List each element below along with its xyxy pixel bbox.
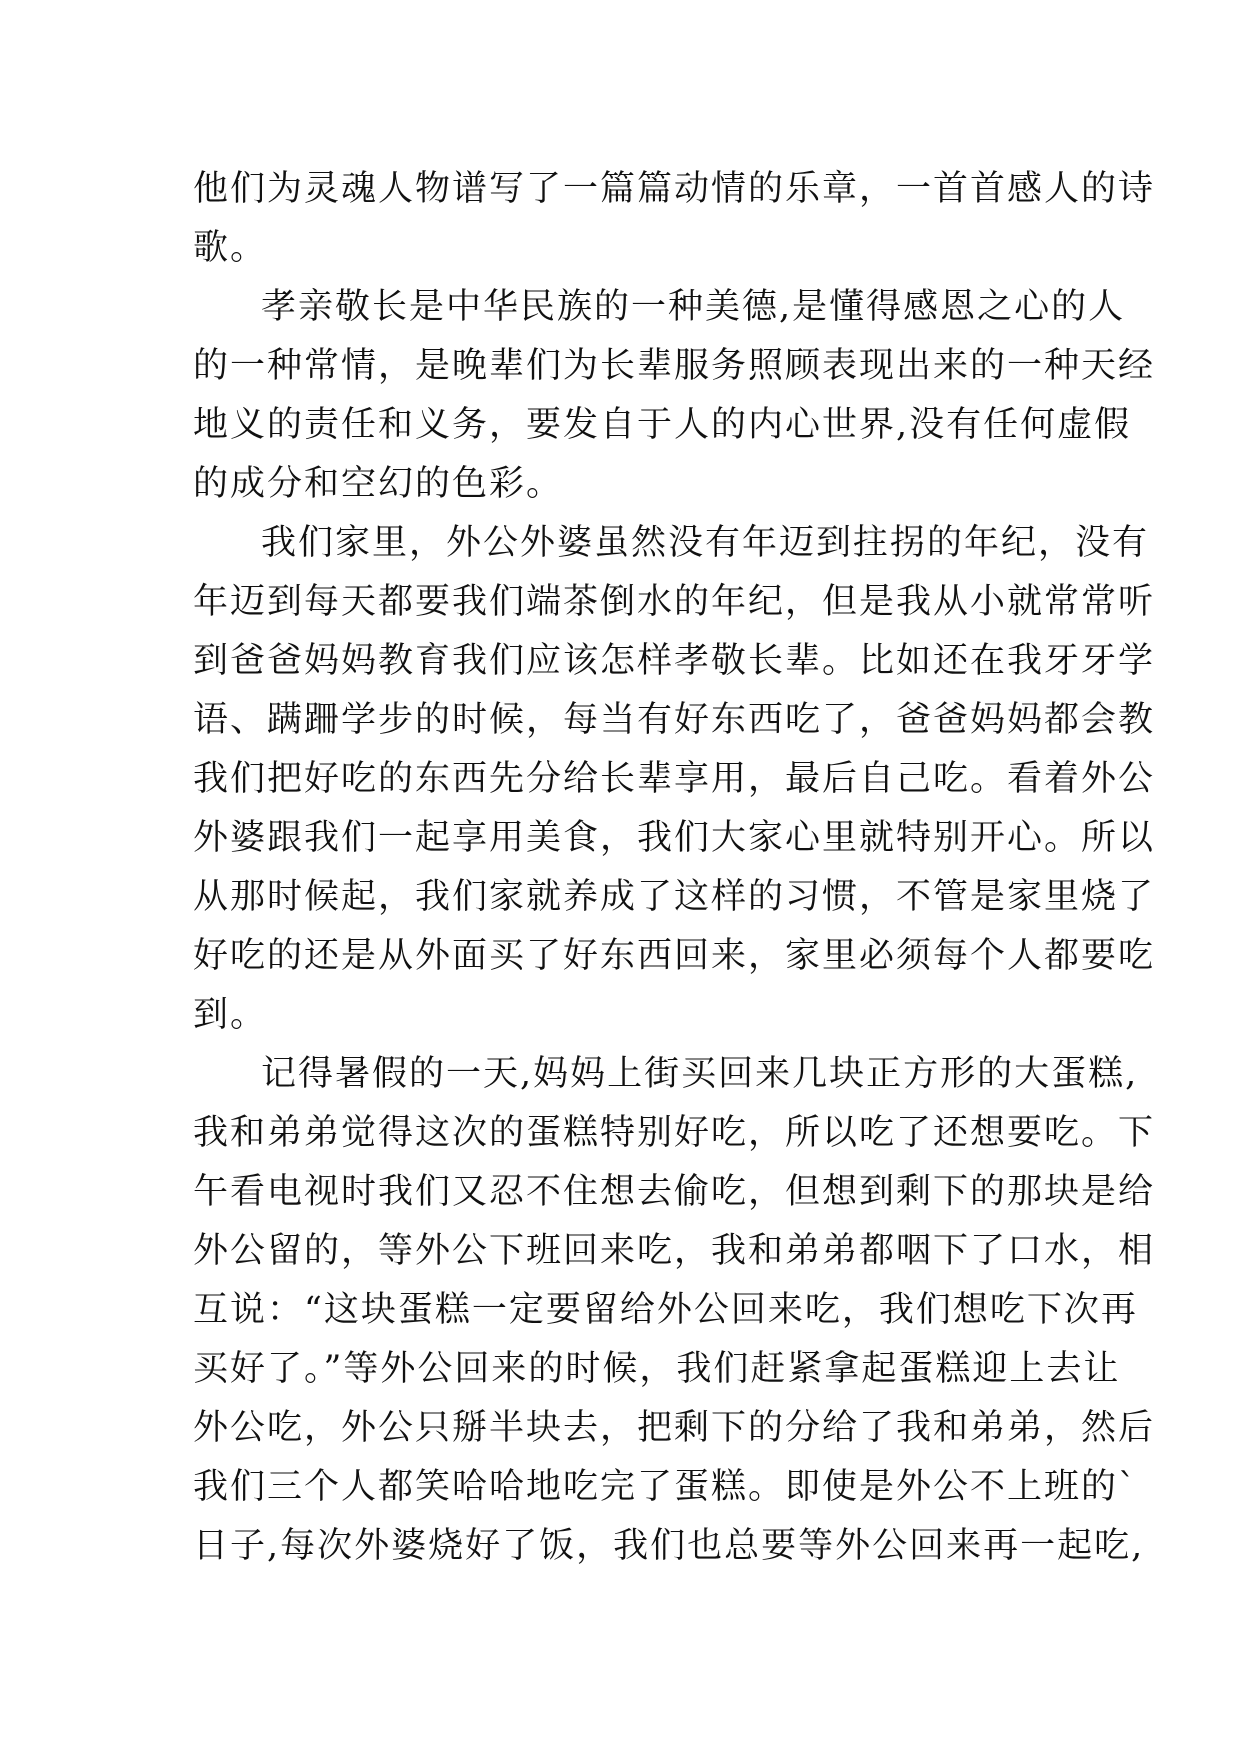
text-line: 午看电视时我们又忍不住想去偷吃，但想到剩下的那块是给 [193, 1172, 1156, 1212]
paragraph-start-line: 孝亲敬长是中华民族的一种美德,是懂得感恩之心的人 [261, 287, 1126, 327]
text-line: 的成分和空幻的色彩。 [193, 464, 564, 504]
text-line: 买好了。”等外公回来的时候，我们赶紧拿起蛋糕迎上去让 [193, 1349, 1121, 1389]
text-line: 语、蹒跚学步的时候，每当有好东西吃了，爸爸妈妈都会教 [193, 700, 1156, 740]
text-line: 外婆跟我们一起享用美食，我们大家心里就特别开心。所以 [193, 818, 1156, 858]
text-line: 外公留的，等外公下班回来吃，我和弟弟都咽下了口水，相 [193, 1231, 1156, 1271]
text-line: 我们三个人都笑哈哈地吃完了蛋糕。即使是外公不上班的` [193, 1467, 1138, 1507]
text-line: 我们把好吃的东西先分给长辈享用，最后自己吃。看着外公 [193, 759, 1156, 799]
text-line: 外公吃，外公只掰半块去，把剩下的分给了我和弟弟，然后 [193, 1408, 1156, 1448]
text-line: 互说：“这块蛋糕一定要留给外公回来吃，我们想吃下次再 [193, 1290, 1138, 1330]
text-line: 年迈到每天都要我们端茶倒水的年纪，但是我从小就常常听 [193, 582, 1156, 622]
text-line: 的一种常情，是晚辈们为长辈服务照顾表现出来的一种天经 [193, 346, 1156, 386]
document-body [193, 160, 1156, 1576]
text-line: 到爸爸妈妈教育我们应该怎样孝敬长辈。比如还在我牙牙学 [193, 641, 1156, 681]
text-line: 好吃的还是从外面买了好东西回来，家里必须每个人都要吃 [193, 936, 1156, 976]
text-line: 从那时候起，我们家就养成了这样的习惯，不管是家里烧了 [193, 877, 1156, 917]
text-line: 日子,每次外婆烧好了饭，我们也总要等外公回来再一起吃, [193, 1526, 1145, 1566]
paragraph-start-line: 记得暑假的一天,妈妈上街买回来几块正方形的大蛋糕, [261, 1054, 1139, 1094]
text-line: 我和弟弟觉得这次的蛋糕特别好吃，所以吃了还想要吃。下 [193, 1113, 1156, 1153]
text-line: 歌。 [193, 228, 268, 268]
text-line: 地义的责任和义务，要发自于人的内心世界,没有任何虚假 [193, 405, 1132, 445]
text-line: 到。 [193, 995, 268, 1035]
paragraph-start-line: 我们家里，外公外婆虽然没有年迈到拄拐的年纪，没有 [261, 523, 1150, 563]
text-line: 他们为灵魂人物谱写了一篇篇动情的乐章，一首首感人的诗 [193, 169, 1156, 209]
